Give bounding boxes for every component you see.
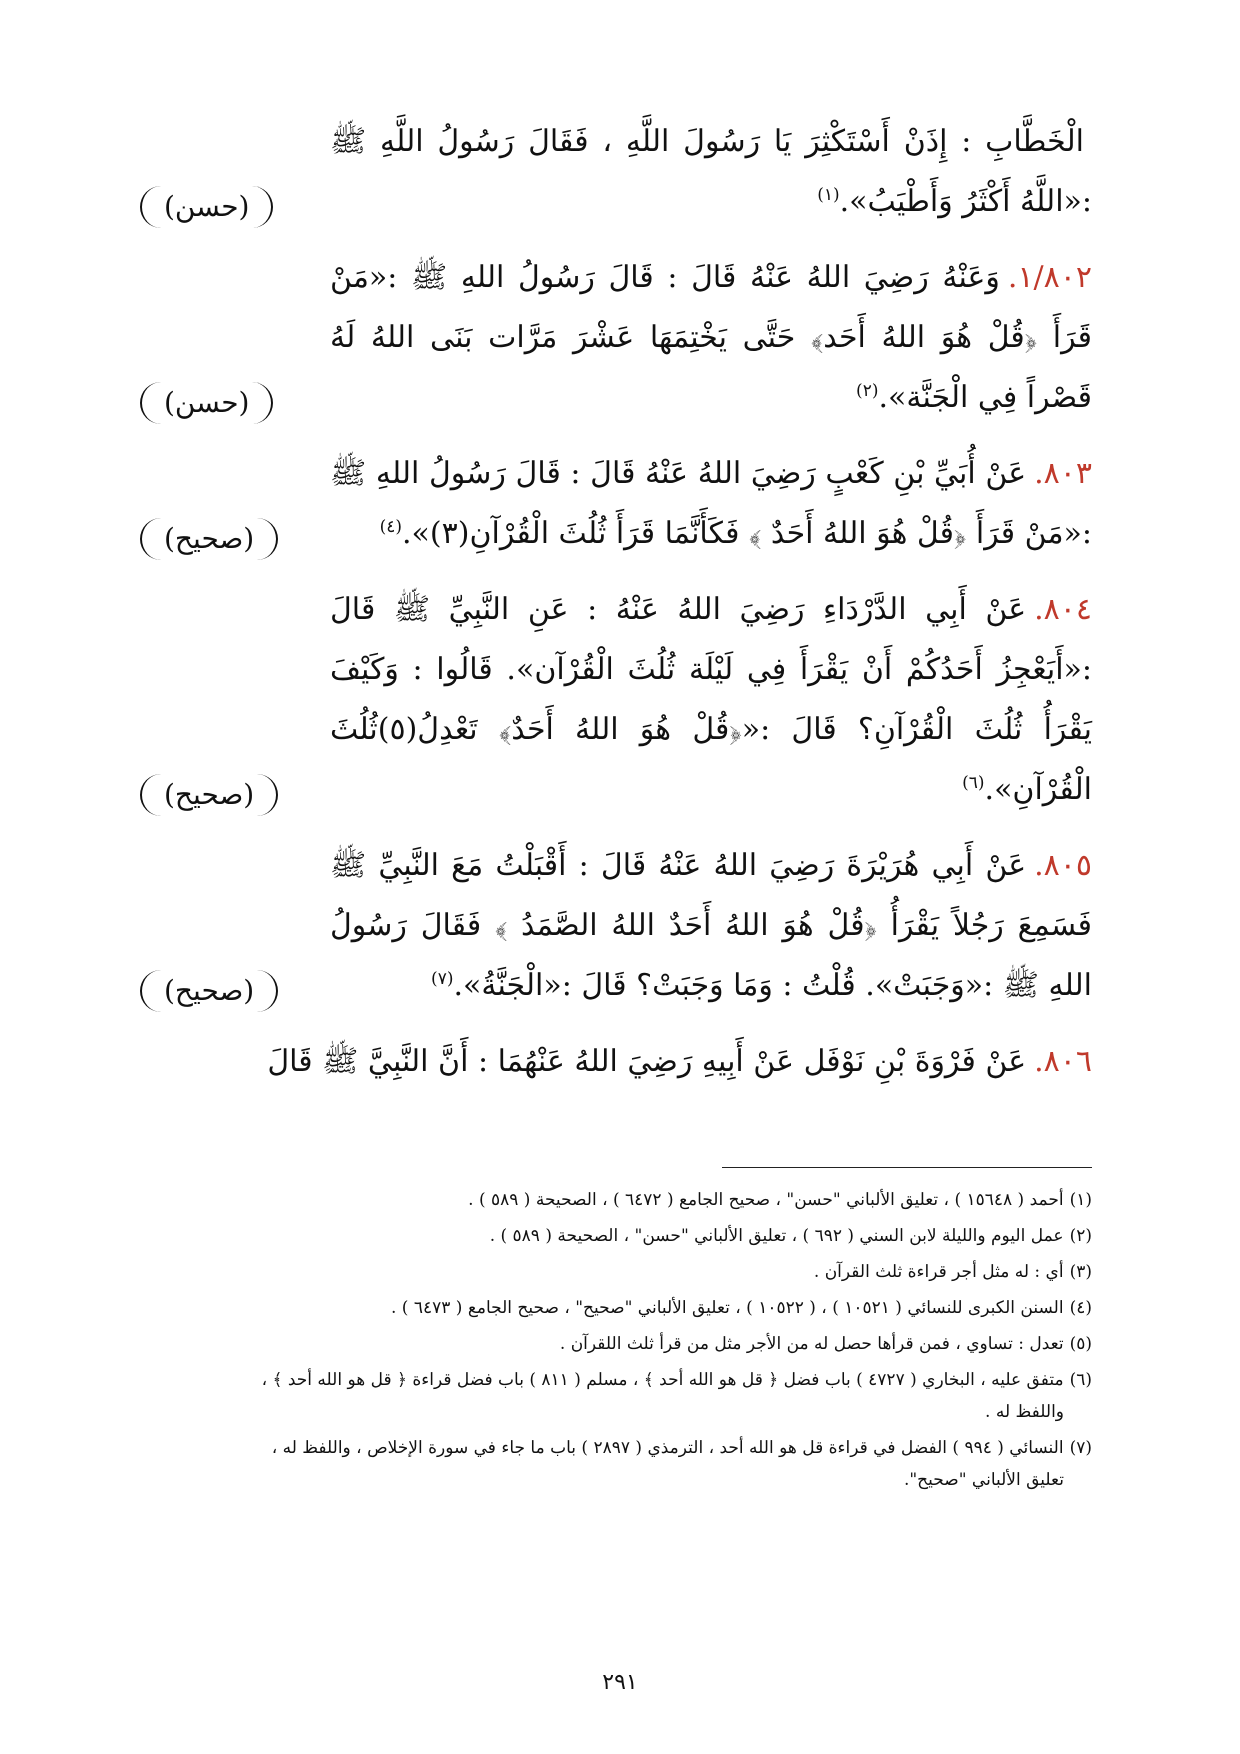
footnote-text: عمل اليوم والليلة لابن السني ( ٦٩٢ ) ، تعليق الألباني "حسن" ، الصحيحة ( ٥٨٩ ) . — [489, 1226, 1064, 1246]
footnote — [140, 1292, 1092, 1324]
hadith-text: وَعَنْهُ رَضِيَ اللهُ عَنْهُ قَالَ : قَالَ رَسُولُ اللهِ ﷺ :«مَنْ قَرَأَ ﴿قُلْ هُوَ اللهُ أَحَد﴾ حَتَّى يَخْتِمَهَا عَشْرَ مَرَّات بَنَى اللهُ لَهُ قَصْراً فِي الْجَنَّة». — [330, 260, 1092, 415]
footnote-number: (٥) — [1069, 1334, 1092, 1354]
hadith-text-block — [140, 248, 1092, 428]
hadith-grade: (صحيح) — [140, 774, 278, 816]
footnotes — [140, 1184, 1092, 1500]
hadith-text: عَنْ أَبِي هُرَيْرَةَ رَضِيَ اللهُ عَنْهُ قَالَ : أَقْبَلْتُ مَعَ النَّبِيِّ ﷺ فَسَمِعَ رَجُلاً يَقْرَأُ ﴿قُلْ هُوَ اللهُ أَحَدٌ اللهُ الصَّمَدُ ﴾ فَقَالَ رَسُولُ اللهِ ﷺ :«وَجَبَتْ». قُلْتُ : وَمَا وَجَبَتْ؟ قَالَ :«الْجَنَّةُ». — [330, 848, 1092, 1003]
hadith-text: عَنْ فَرْوَةَ بْنِ نَوْفَل عَنْ أَبِيهِ رَضِيَ اللهُ عَنْهُمَا : أَنَّ النَّبِيَّ ﷺ قَالَ — [267, 1044, 1027, 1079]
footnote-text: أحمد ( ١٥٦٤٨ ) ، تعليق الألباني "حسن" ، صحيح الجامع ( ٦٤٧٢ ) ، الصحيحة ( ٥٨٩ ) . — [468, 1190, 1064, 1210]
footnote-number: (٤) — [1069, 1298, 1092, 1318]
footnote — [140, 1220, 1092, 1252]
hadith-entry — [140, 444, 1092, 564]
footnote-ref[interactable]: (٤) — [379, 517, 403, 537]
footnote-number: (٢) — [1069, 1226, 1092, 1246]
hadith-entry — [140, 112, 1092, 232]
hadith-text-block — [140, 836, 1092, 1016]
footnote-number: (٧) — [1069, 1438, 1092, 1458]
hadith-entry — [140, 580, 1092, 820]
page-number: ٢٩١ — [602, 1670, 638, 1695]
hadith-grade: (حسن) — [140, 382, 273, 424]
hadith-grade: (صحيح) — [140, 970, 278, 1012]
footnote — [140, 1432, 1092, 1496]
footnote — [140, 1256, 1092, 1288]
hadith-entry — [140, 248, 1092, 428]
hadith-number: ١/٨٠٢. — [1007, 260, 1092, 295]
footnote-continuation: تعليق الألباني "صحيح". — [903, 1470, 1064, 1490]
footnote — [140, 1184, 1092, 1216]
hadith-text-block — [140, 444, 1092, 564]
hadith-number: ٨٠٦. — [1034, 1044, 1092, 1079]
footnote-text: النسائي ( ٩٩٤ ) الفضل في قراءة قل هو الله أحد ، الترمذي ( ٢٨٩٧ ) باب ما جاء في سورة الإخلاص ، واللفظ له ، — [271, 1438, 1064, 1458]
hadith-text: عَنْ أَبِي الدَّرْدَاءِ رَضِيَ اللهُ عَنْهُ : عَنِ النَّبِيِّ ﷺ قَالَ :«أَيَعْجِزُ أَحَدُكُمْ أَنْ يَقْرَأَ فِي لَيْلَة ثُلُثَ الْقُرْآن». قَالُوا : وَكَيْفَ يَقْرَأُ ثُلُثَ الْقُرْآنِ؟ قَالَ :«﴿قُلْ هُوَ اللهُ أَحَدٌ﴾ تَعْدِلُ(٥)ثُلُثَ الْقُرْآنِ». — [330, 592, 1092, 807]
hadith-text-block — [140, 580, 1092, 820]
hadith-entry — [140, 836, 1092, 1016]
hadith-entry — [140, 1032, 1092, 1092]
footnote — [140, 1364, 1092, 1428]
footnote-continuation: واللفظ له . — [985, 1402, 1064, 1422]
footnote — [140, 1328, 1092, 1360]
hadith-number: ٨٠٥. — [1034, 848, 1092, 883]
footnote-divider — [722, 1167, 1092, 1168]
hadith-text: الْخَطَّابِ : إِذَنْ أَسْتَكْثِرَ يَا رَسُولَ اللَّهِ ، فَقَالَ رَسُولُ اللَّهِ ﷺ :«اللَّهُ أَكْثَرُ وَأَطْيَبُ». — [330, 124, 1092, 219]
hadith-grade: (حسن) — [140, 186, 273, 228]
footnote-text: متفق عليه ، البخاري ( ٤٧٢٧ ) باب فضل ﴿ قل هو الله أحد ﴾ ، مسلم ( ٨١١ ) باب فضل قراءة ﴿ قل هو الله أحد ﴾ ، — [261, 1370, 1064, 1390]
footnote-text: تعدل : تساوي ، فمن قرأها حصل له من الأجر مثل من قرأ ثلث اللقرآن . — [559, 1334, 1064, 1354]
hadith-text-block — [140, 1032, 1092, 1092]
hadith-number: ٨٠٤. — [1034, 592, 1092, 627]
hadith-number: ٨٠٣. — [1034, 456, 1092, 491]
footnote-number: (١) — [1069, 1190, 1092, 1210]
hadith-text-block — [140, 112, 1092, 232]
main-text — [140, 112, 1092, 1108]
footnote-number: (٣) — [1069, 1262, 1092, 1282]
footnote-ref[interactable]: (٦) — [962, 773, 985, 793]
footnote-number: (٦) — [1069, 1370, 1092, 1390]
hadith-text: عَنْ أُبَيِّ بْنِ كَعْبٍ رَضِيَ اللهُ عَنْهُ قَالَ : قَالَ رَسُولُ اللهِ ﷺ :«مَنْ قَرَأَ ﴿قُلْ هُوَ اللهُ أَحَدٌ ﴾ فَكَأَنَّمَا قَرَأَ ثُلُثَ الْقُرْآنِ(٣)». — [330, 456, 1092, 551]
hadith-grade: (صحيح) — [140, 518, 278, 560]
footnote-text: السنن الكبرى للنسائي ( ١٠٥٢١ ) ، ( ١٠٥٢٢ ) ، تعليق الألباني "صحيح" ، صحيح الجامع ( ٦٤٧٣ ) . — [391, 1298, 1064, 1318]
footnote-ref[interactable]: (١) — [817, 185, 840, 205]
footnote-text: أي : له مثل أجر قراءة ثلث القرآن . — [813, 1262, 1064, 1282]
footnote-ref[interactable]: (٧) — [431, 969, 454, 989]
footnote-ref[interactable]: (٢) — [856, 381, 879, 401]
